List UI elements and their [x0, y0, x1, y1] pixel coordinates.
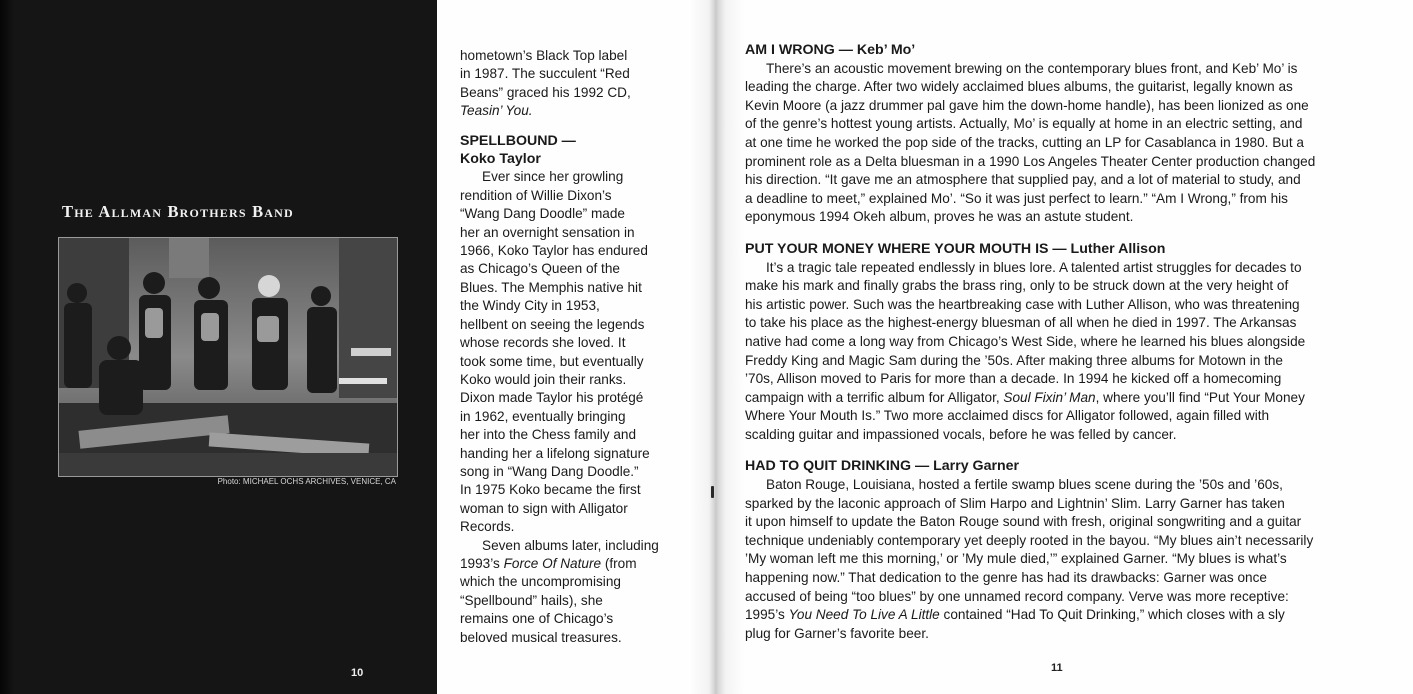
- band-title: The Allman Brothers Band: [62, 202, 294, 221]
- text-line: [745, 606, 1375, 625]
- text-line: technique undeniably contemporary yet deeply rooted in the bayou. “My blues ain’t necessarily: [745, 532, 1314, 548]
- text-line: Dixon made Taylor his protégé: [460, 390, 644, 406]
- text-line: eponymous 1994 Okeh album, proves he was an astute student.: [745, 209, 1134, 225]
- text-line: whose records she loved. It: [460, 335, 626, 351]
- text-segment: 1993’s: [460, 555, 504, 571]
- text-line: Records.: [460, 519, 515, 535]
- text-segment: 1995’s: [745, 607, 789, 623]
- text-line: happening now.” That dedication to the genre has had its drawbacks: Garner was once: [745, 570, 1267, 586]
- print-mark: [711, 486, 714, 498]
- text-line: as Chicago’s Queen of the: [460, 261, 620, 277]
- section-heading-had-to-quit-drinking: HAD TO QUIT DRINKING — Larry Garner: [745, 458, 1020, 475]
- text-line: [745, 389, 1375, 408]
- text-line: “Wang Dang Doodle” made: [460, 206, 625, 222]
- text-line: in 1987. The succulent “Red: [460, 66, 630, 82]
- book-gutter: [690, 0, 744, 694]
- text-line: remains one of Chicago’s: [460, 611, 614, 627]
- text-line: [460, 555, 678, 573]
- photo-credit: Photo: MICHAEL OCHS ARCHIVES, VENICE, CA: [217, 477, 396, 486]
- text-line: leading the charge. After two widely acclaimed blues albums, the guitarist, legally known as: [745, 79, 1293, 95]
- text-line: Where Your Mouth Is.” Two more acclaimed discs for Alligator followed, again filled with: [745, 408, 1270, 424]
- text-line: rendition of Willie Dixon’s: [460, 187, 612, 203]
- page-number-left: 10: [351, 667, 364, 679]
- text-segment: campaign with a terrific album for Alligator,: [745, 389, 1004, 405]
- text-line: Seven albums later, including: [482, 537, 659, 553]
- text-line: hometown’s Black Top label: [460, 48, 628, 63]
- text-line: Freddy King and Magic Sam during the ’50s. After making three albums for Motown in the: [745, 352, 1283, 368]
- text-line: of the genre’s hottest young artists. Actually, Mo’ is equally at home in an electric setting, and: [745, 116, 1303, 132]
- koko-taylor-column: [460, 47, 678, 647]
- text-line: it upon himself to update the Baton Rouge sound with fresh, original songwriting and a guitar: [745, 514, 1302, 530]
- text-line: make his mark and finally grabs the brass ring, only to be struck down at the very height of: [745, 278, 1289, 294]
- text-segment: contained “Had To Quit Drinking,” which closes with a sly: [939, 607, 1285, 623]
- text-line: his artistic power. Such was the heartbreaking case with Luther Allison, who was threatening: [745, 296, 1300, 312]
- right-page-text: [745, 41, 1375, 643]
- text-line: prominent role as a Delta bluesman in a 1990 Los Angeles Theater Center production changed: [745, 153, 1316, 169]
- band-photo: [58, 237, 398, 477]
- text-line: a deadline to meet,” explained Mo’. “So it was just perfect to learn.” “Am I Wrong,” from his: [745, 190, 1288, 206]
- album-title-soul-fixin-man: Soul Fixin’ Man: [1003, 389, 1096, 405]
- text-line: Ever since her growling: [482, 169, 624, 185]
- text-line: to take his place as the highest-energy bluesman of all when he died in 1997. The Arkansas: [745, 315, 1297, 331]
- album-title-teasin-you: Teasin’ You.: [460, 103, 533, 119]
- text-line: beloved musical treasures.: [460, 629, 622, 645]
- section-heading-put-your-money: PUT YOUR MONEY WHERE YOUR MOUTH IS — Luther Allison: [745, 240, 1166, 257]
- text-line: Baton Rouge, Louisiana, hosted a fertile swamp blues scene during the ’50s and ’60s,: [766, 477, 1283, 493]
- text-line: song in “Wang Dang Doodle.”: [460, 463, 639, 479]
- text-line: her into the Chess family and: [460, 427, 637, 443]
- text-line: “Spellbound” hails), she: [460, 592, 603, 608]
- text-line: her an overnight sensation in: [460, 224, 635, 240]
- text-line: hellbent on seeing the legends: [460, 316, 645, 332]
- text-line: woman to sign with Alligator: [460, 500, 628, 516]
- text-line: ’70s, Allison moved to Paris for more than a decade. In 1994 he kicked off a homecoming: [745, 371, 1282, 387]
- text-line: took some time, but eventually: [460, 353, 644, 369]
- text-line: his direction. “It gave me an atmosphere that supplied pay, and a lot of material to study, and: [745, 172, 1301, 188]
- text-line: In 1975 Koko became the first: [460, 482, 641, 498]
- section-heading-am-i-wrong: AM I WRONG — Keb’ Mo’: [745, 42, 916, 58]
- text-line: plug for Garner’s favorite beer.: [745, 625, 929, 641]
- text-line: scalding guitar and impassioned vocals, before he was felled by cancer.: [745, 426, 1177, 442]
- left-page: [0, 0, 437, 694]
- text-segment: (from: [601, 555, 637, 571]
- text-line: Kevin Moore (a jazz drummer pal gave him the down-home handle), has been lionized as one: [745, 97, 1309, 113]
- song-heading: SPELLBOUND —: [460, 132, 576, 149]
- text-line: 1966, Koko Taylor has endured: [460, 243, 648, 259]
- band-photo-image: [59, 238, 397, 476]
- text-line: native had come a long way from Chicago’s West Side, where he learned his blues alongside: [745, 333, 1306, 349]
- text-line: handing her a lifelong signature: [460, 445, 650, 461]
- text-line: which the uncompromising: [460, 574, 621, 590]
- text-line: at one time he worked the pop side of the tracks, cutting an LP for Casablanca in 1980. But a: [745, 134, 1304, 150]
- text-line: It’s a tragic tale repeated endlessly in blues lore. A talented artist struggles for decades to: [766, 259, 1302, 275]
- page-number-right: 11: [1051, 662, 1063, 674]
- album-title-force-of-nature: Force Of Nature: [503, 555, 602, 571]
- page-edge-shadow: [0, 0, 14, 694]
- text-line: the Windy City in 1953,: [460, 298, 600, 314]
- text-line: Beans” graced his 1992 CD,: [460, 84, 631, 100]
- text-line: in 1962, eventually bringing: [460, 408, 626, 424]
- text-line: Blues. The Memphis native hit: [460, 279, 642, 295]
- text-line: ’My woman left me this morning,’ or ’My mule died,’” explained Garner. “My blues is what’s: [745, 551, 1287, 567]
- artist-heading: Koko Taylor: [460, 151, 541, 168]
- text-line: sparked by the laconic approach of Slim Harpo and Lightnin’ Slim. Larry Garner has taken: [745, 495, 1285, 511]
- album-title-you-need-to-live-a-little: You Need To Live A Little: [788, 607, 940, 623]
- text-line: Koko would join their ranks.: [460, 371, 627, 387]
- text-line: accused of being “too blues” by one unnamed record company. Verve was more receptive:: [745, 588, 1289, 604]
- text-line: There’s an acoustic movement brewing on the contemporary blues front, and Keb’ Mo’ is: [766, 60, 1298, 76]
- text-segment: , where you’ll find “Put Your Money: [1095, 389, 1305, 405]
